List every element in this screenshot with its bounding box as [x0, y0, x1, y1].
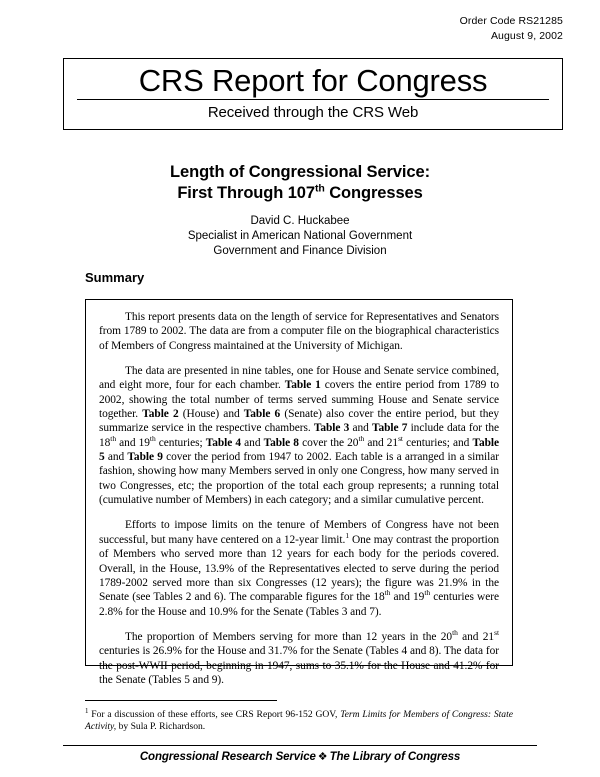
report-date: August 9, 2002 [490, 30, 563, 42]
page-title [0, 162, 600, 204]
summary-box [85, 299, 513, 686]
title-ordinal-suffix: th [314, 182, 325, 195]
diamond-icon: ❖ [317, 751, 328, 763]
footer-left-text: Congressional Research Service [139, 751, 316, 763]
footnote-divider [85, 700, 277, 701]
order-code-block [460, 14, 563, 44]
author-division: Government and Finance Division [213, 245, 387, 257]
footnote-text-before: For a discussion of these efforts, see CRS Report 96-152 GOV, [88, 709, 341, 720]
author-name: David C. Huckabee [250, 215, 350, 227]
banner-title: CRS Report for Congress [138, 63, 488, 98]
summary-paragraph: This report presents data on the length of service for Representatives and Senators from 1789 to 2002. The data are from a computer file on the biographical characteristics of Members of Congress maintained at the University of Michigan. [99, 311, 499, 352]
title-line-1: Length of Congressional Service: [170, 163, 430, 181]
summary-paragraph: Efforts to impose limits on the tenure of Members of Congress have not been successful, but many have centered on a 12-year limit.$^1$ One may contrast the proportion of Members who served more than 12 years for each body for the periods covered. Overall, in the House, 13.9% of the Representatives elected to serve during the period 1789-2002 served more than six Congresses (12 years); the figure was 21.9% in the Senate (see Tables 2 and 6). The comparable figures for the 18th and 19th centuries were 2.8% for the House and 10.9% for the Senate (Tables 3 and 7). [99, 519, 499, 618]
order-code: Order Code RS21285 [459, 15, 563, 27]
summary-paragraph: The data are presented in nine tables, one for House and Senate service combined, and eight more, four for each chamber. Table 1 covers the entire period from 1789 to 2002, showing the total number of terms served summing House and Senate service together. Table 2 (House) and Table 6 (Senate) also cover the entire period, but they summarize service in the respective chambers. Table 3 and Table 7 include data for the 18th and 19th centuries; Table 4 and Table 8 cover the 20th and 21st centuries; and Table 5 and Table 9 cover the period from 1947 to 2002. Each table is a arranged in a similar fashion, showing how many Members served in only one Congress, how many served in two Congresses, etc; the proportion of the total each group represents; a running total (cumulative number of Members) in each category; and a similar cumulative percent. [99, 365, 500, 507]
author-block [0, 214, 600, 259]
title-line-2-tail: Congresses [324, 184, 423, 202]
banner-subtitle: Received through the CRS Web [207, 104, 419, 121]
banner-divider [77, 99, 549, 100]
author-title: Specialist in American National Government [187, 230, 413, 242]
footnote [85, 709, 513, 733]
crs-banner [63, 58, 563, 130]
summary-paragraph: The proportion of Members serving for more than 12 years in the 20th and 21st centuries is 26.9% for the House and 31.7% for the Senate (Tables 4 and 8). The data for the post-WWII period, beginning in 1947, sums to 35.1% for the House and 41.2% for the Senate (Tables 5 and 9). [99, 628, 499, 686]
footnote-cited-title: Term Limits for Members of Congress: State Activity, [85, 709, 513, 733]
footer-divider [63, 745, 537, 746]
title-line-2 [0, 183, 600, 204]
title-line-2-text: First Through 107 [177, 184, 315, 202]
summary-heading: Summary [85, 270, 145, 285]
footnote-text-after: by Sula P. Richardson. [116, 721, 206, 733]
footer-right-text: The Library of Congress [329, 751, 461, 763]
page-footer [0, 750, 600, 763]
footnote-marker: 1 [85, 707, 89, 715]
